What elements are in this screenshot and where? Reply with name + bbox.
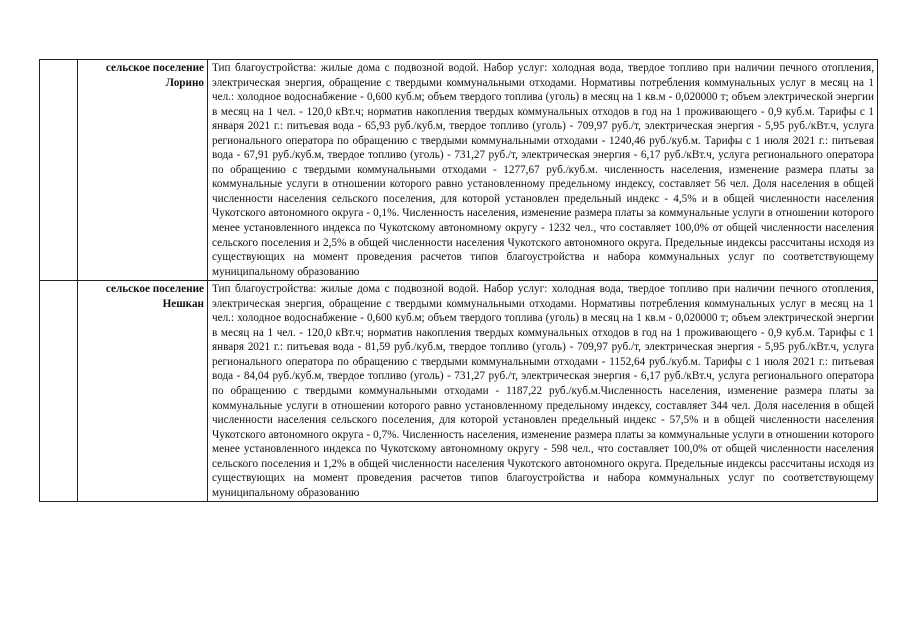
row-number-cell	[40, 281, 78, 502]
settlement-description: Тип благоустройства: жилые дома с подвозной водой. Набор услуг: холодная вода, твердое топливо при наличии печного отопления, электрическая энергия, обращение с твердыми коммунальными отходами. Нормативы потребления коммунальных услуг в месяц на 1 чел.: холодное водоснабжение - 0,600 куб.м; объем твердого топлива (уголь) в месяц на 1 кв.м - 0,020000 т; объем электрической энергии в месяц на 1 чел. - 120,0 кВт.ч; норматив накопления твердых коммунальных отходов в год на 1 проживающего - 0,9 куб.м. Тарифы с 1 января 2021 г.: питьевая вода - 65,93 руб./куб.м, твердое топливо (уголь) - 709,97 руб./т, электрическая энергия - 5,95 руб./кВт.ч, услуга регионального оператора по обращению с твердыми коммунальными отходами - 1240,46 руб./куб.м. Тарифы с 1 июля 2021 г.: питьевая вода - 67,91 руб./куб.м, твердое топливо (уголь) - 731,27 руб./т, электрическая энергия - 6,17 руб./кВт.ч, услуга регионального оператора по обращению с твердыми коммунальными отходами - 1277,67 руб./куб.м. численность населения, изменение размера платы за коммунальные услуги в отношении которого равно установленному предельному индексу, составляет 56 чел. Доля населения в общей численности населения сельского поселения, для которой установлен предельный индекс - 4,5% и в общей численности населения Чукотского автономного округа - 0,1%. Численность населения, изменение размера платы за коммунальные услуги в отношении которого менее установленного индекса по Чукотскому автономному округу - 1232 чел., что составляет 100,0% от общей численности населения сельского поселения и 2,5% в общей численности населения Чукотского автономного округа. Предельные индексы рассчитаны исходя из существующих на момент проведения расчетов типов благоустройства и набора коммунальных услуг по соответствующему муниципальному образованию	[208, 60, 878, 281]
table-row	[40, 60, 878, 281]
settlements-table	[39, 59, 878, 502]
settlement-description: Тип благоустройства: жилые дома с подвозной водой. Набор услуг: холодная вода, твердое топливо при наличии печного отопления, электрическая энергия, обращение с твердыми коммунальными отходами. Нормативы потребления коммунальных услуг в месяц на 1 чел.: холодное водоснабжение - 0,600 куб.м; объем твердого топлива (уголь) в месяц на 1 кв.м - 0,020000 т; объем электрической энергии в месяц на 1 чел. - 120,0 кВт.ч; норматив накопления твердых коммунальных отходов в год на 1 проживающего - 0,9 куб.м. Тарифы с 1 января 2021 г.: питьевая вода - 81,59 руб./куб.м, твердое топливо (уголь) - 709,97 руб./т, электрическая энергия - 5,95 руб./кВт.ч, услуга регионального оператора по обращению с твердыми коммунальными отходами - 1152,64 руб./куб.м. Тарифы с 1 июля 2021 г.: питьевая вода - 84,04 руб./куб.м, твердое топливо (уголь) - 731,27 руб./т, электрическая энергия - 6,17 руб./кВт.ч, услуга регионального оператора по обращению с твердыми коммунальными отходами - 1187,22 руб./куб.м.Численность населения, изменение размера платы за коммунальные услуги в отношении которого равно установленному предельному индексу, составляет 344 чел. Доля населения в общей численности населения сельского поселения, для которой установлен предельный индекс - 57,5% и в общей численности населения Чукотского автономного округа - 0,7%. Численность населения, изменение размера платы за коммунальные услуги в отношении которого менее установленного индекса по Чукотскому автономному округу - 598 чел., что составляет 100,0% от общей численности населения сельского поселения и 1,2% в общей численности населения Чукотского автономного округа. Предельные индексы рассчитаны исходя из существующих на момент проведения расчетов типов благоустройства и набора коммунальных услуг по соответствующему муниципальному образованию	[208, 281, 878, 502]
document-page	[39, 59, 877, 502]
settlement-name-cell	[78, 281, 208, 502]
table-row	[40, 281, 878, 502]
settlement-name: Лорино	[165, 76, 204, 89]
row-number-cell	[40, 60, 78, 281]
settlement-type: сельское поселение	[105, 283, 204, 296]
settlement-name: Нешкан	[162, 297, 204, 310]
settlement-type: сельское поселение	[105, 62, 204, 74]
settlement-name-cell	[78, 60, 208, 281]
